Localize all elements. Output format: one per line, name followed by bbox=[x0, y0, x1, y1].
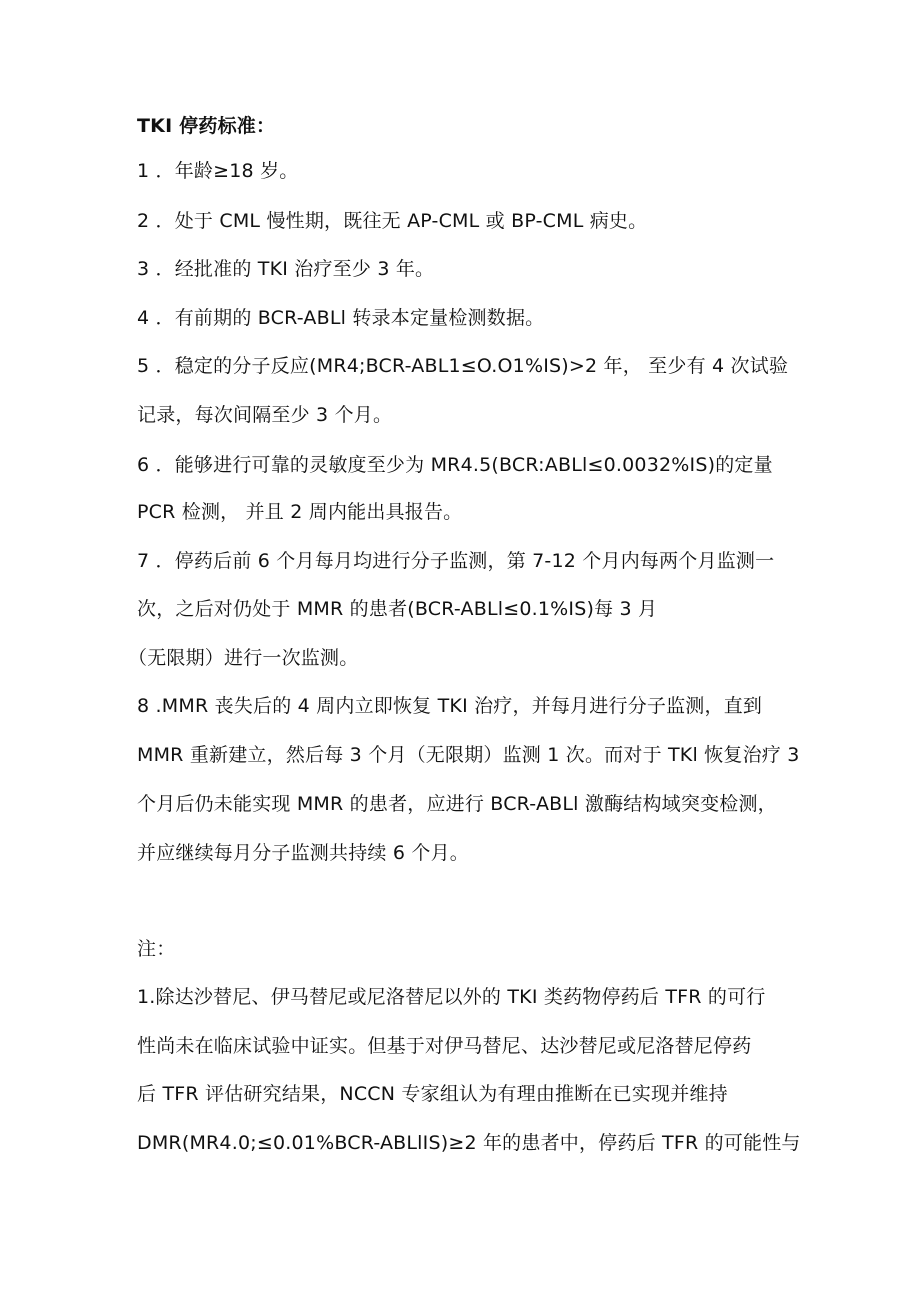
criterion-7-line-1: 7 ．停药后前 6 个月每月均进行分子监测，第 7-12 个月内每两个月监测一 bbox=[137, 550, 775, 572]
note-heading: 注： bbox=[137, 938, 176, 960]
note-line-1: 1.除达沙替尼、伊马替尼或尼洛替尼以外的 TKI 类药物停药后 TFR 的可行 bbox=[137, 986, 766, 1008]
criterion-5-line-1: 5 ．稳定的分子反应(MR4;BCR-ABL1≤O.O1%IS)>2 年， 至少有 4 次试验 bbox=[137, 355, 789, 377]
note-line-4: DMR(MR4.0;≤0.01%BCR-ABLlIS)≥2 年的患者中，停药后 TFR 的可能性与 bbox=[137, 1132, 801, 1154]
criterion-6-line-1: 6 ．能够进行可靠的灵敏度至少为 MR4.5(BCR:ABLl≤0.0032%IS)的定量 bbox=[137, 454, 773, 476]
criterion-8-line-3: 个月后仍未能实现 MMR 的患者，应进行 BCR-ABLl 激酶结构域突变检测， bbox=[137, 793, 777, 815]
criterion-7-line-2: 次，之后对仍处于 MMR 的患者(BCR-ABLl≤0.1%IS)每 3 月 bbox=[137, 598, 658, 620]
criterion-8-line-2: MMR 重新建立，然后每 3 个月（无限期）监测 1 次。而对于 TKl 恢复治疗 3 bbox=[137, 744, 800, 766]
criterion-5-line-2: 记录，每次间隔至少 3 个月。 bbox=[137, 404, 393, 426]
criterion-8-line-1: 8 .MMR 丧失后的 4 周内立即恢复 TKI 治疗，并每月进行分子监测，直到 bbox=[137, 695, 763, 717]
criterion-2: 2 ．处于 CML 慢性期，既往无 AP-CML 或 BP-CML 病史。 bbox=[137, 210, 648, 232]
criterion-4: 4 ．有前期的 BCR-ABLl 转录本定量检测数据。 bbox=[137, 307, 545, 329]
criterion-6-line-2: PCR 检测， 并且 2 周内能出具报告。 bbox=[137, 501, 463, 523]
criterion-7-line-3: （无限期）进行一次监测。 bbox=[128, 647, 359, 669]
criterion-8-line-4: 并应继续每月分子监测共持续 6 个月。 bbox=[137, 842, 469, 864]
document-heading: TKI 停药标准： bbox=[137, 115, 276, 137]
note-line-3: 后 TFR 评估研究结果，NCCN 专家组认为有理由推断在已实现并维持 bbox=[137, 1083, 728, 1105]
criterion-3: 3 ．经批准的 TKI 治疗至少 3 年。 bbox=[137, 258, 435, 280]
note-line-2: 性尚未在临床试验中证实。但基于对伊马替尼、达沙替尼或尼洛替尼停药 bbox=[137, 1035, 752, 1057]
criterion-1: 1 ．年龄≥18 岁。 bbox=[137, 160, 299, 182]
